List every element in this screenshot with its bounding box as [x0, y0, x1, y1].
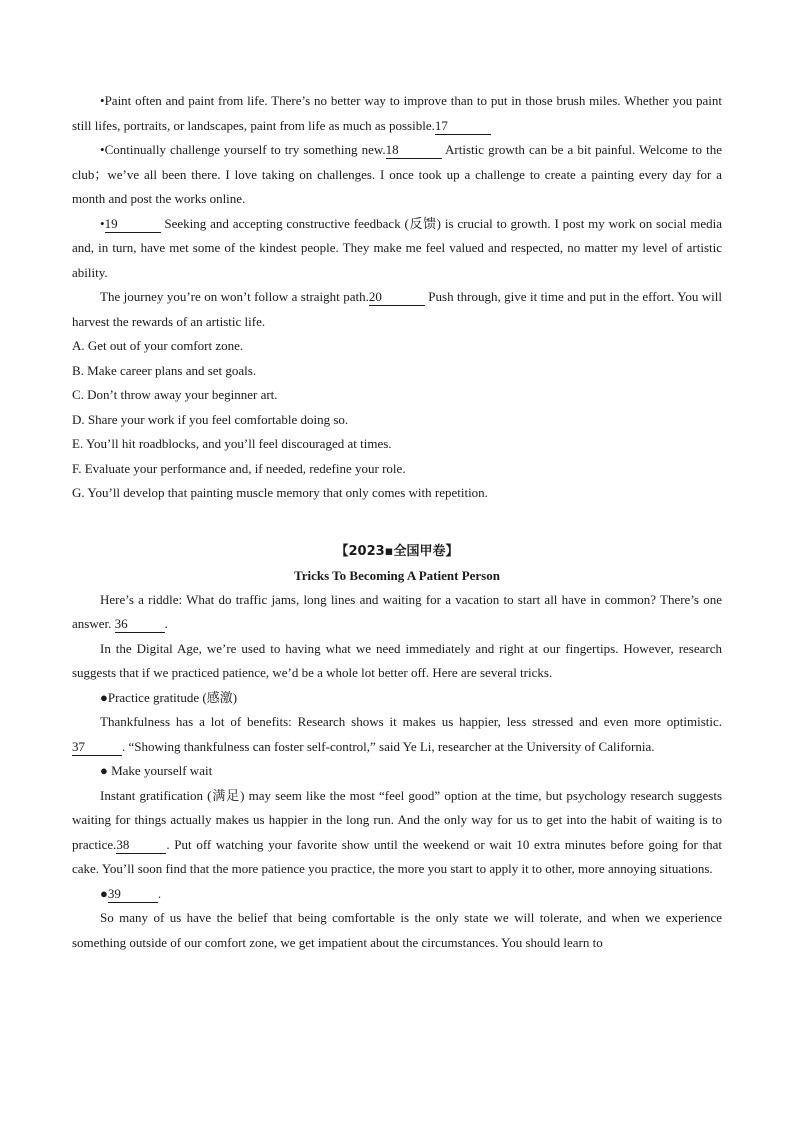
document-page: [72, 89, 722, 955]
paragraph-comfort-zone: So many of us have the belief that being comfortable is the only state we will tolerate, and when we experience something outside of our comfort zone, we get impatient about the circumstances. You should learn to: [72, 910, 722, 950]
option-g: G. You’ll develop that painting muscle memory that only comes with repetition.: [72, 485, 488, 500]
subheading-blank-39: ●39 .: [100, 885, 162, 901]
paragraph-feedback: •19 Seeking and accepting constructive feedback (反馈) is crucial to growth. I post my work on social media and, in turn, have met some of the kindest people. They make me feel valued and respected, no matter my level of artistic ability.: [72, 215, 722, 280]
paragraph-thankfulness: Thankfulness has a lot of benefits: Research shows it makes us happier, less stressed and even more optimistic.37 . “Showing thankfulness can foster self-control,” said Ye Li, researcher at the University of California.: [72, 714, 722, 754]
blank-39[interactable]: 39: [108, 886, 158, 903]
option-d: D. Share your work if you feel comfortable doing so.: [72, 411, 349, 427]
blank-38[interactable]: 38: [116, 837, 166, 854]
blank-19[interactable]: 19: [105, 216, 161, 233]
paragraph-paint-from-life: •Paint often and paint from life. There’s no better way to improve than to put in those brush miles. Whether you paint still lifes, portraits, or landscapes, paint from life as much as possible.17: [72, 93, 722, 133]
paragraph-instant-gratification: Instant gratification (满足) may seem like the most “feel good” option at the time, but psychology research suggests waiting for things actually makes us happier in the long run. And the only way for us to get into the habit of waiting is to practice.38 . Put off watching your favorite show until the weekend or wait 10 extra minutes before going for that cake. You’ll soon find that the more patience you practice, the more you start to apply it to other, more annoying situations.: [72, 787, 722, 876]
option-f: F. Evaluate your performance and, if needed, redefine your role.: [72, 460, 406, 476]
passage-title: Tricks To Becoming A Patient Person: [294, 567, 500, 583]
blank-18[interactable]: 18: [386, 142, 442, 159]
option-a: A. Get out of your comfort zone.: [72, 338, 244, 353]
subheading-make-yourself-wait: ● Make yourself wait: [100, 763, 213, 778]
paragraph-riddle: Here’s a riddle: What do traffic jams, long lines and waiting for a vacation to start all have in common? There’s one answer. 36 .: [72, 591, 722, 631]
section-gap: [72, 506, 722, 530]
blank-37[interactable]: 37: [72, 739, 122, 756]
exam-source-heading: 【2023▪全国甲卷】: [335, 543, 459, 559]
option-c: C. Don’t throw away your beginner art.: [72, 387, 278, 402]
blank-17[interactable]: 17: [435, 118, 491, 135]
paragraph-journey: The journey you’re on won’t follow a straight path.20 Push through, give it time and put in the effort. You will harvest the rewards of an artistic life.: [72, 289, 723, 329]
subheading-practice-gratitude: ●Practice gratitude (感激): [100, 689, 238, 705]
option-e: E. You’ll hit roadblocks, and you’ll feel discouraged at times.: [72, 436, 392, 451]
option-b: B. Make career plans and set goals.: [72, 362, 257, 378]
paragraph-digital-age: In the Digital Age, we’re used to having what we need immediately and right at our fingertips. However, research suggests that if we practiced patience, we’d be a whole lot better off. Here are several tricks.: [72, 640, 722, 680]
paragraph-challenge-yourself: •Continually challenge yourself to try something new.18 Artistic growth can be a bit painful. Welcome to the club；we’ve all been there. I love taking on challenges. I once took up a challenge to create a painting every day for a month and post the works online.: [72, 142, 722, 206]
blank-36[interactable]: 36: [115, 616, 165, 633]
blank-20[interactable]: 20: [369, 289, 425, 306]
